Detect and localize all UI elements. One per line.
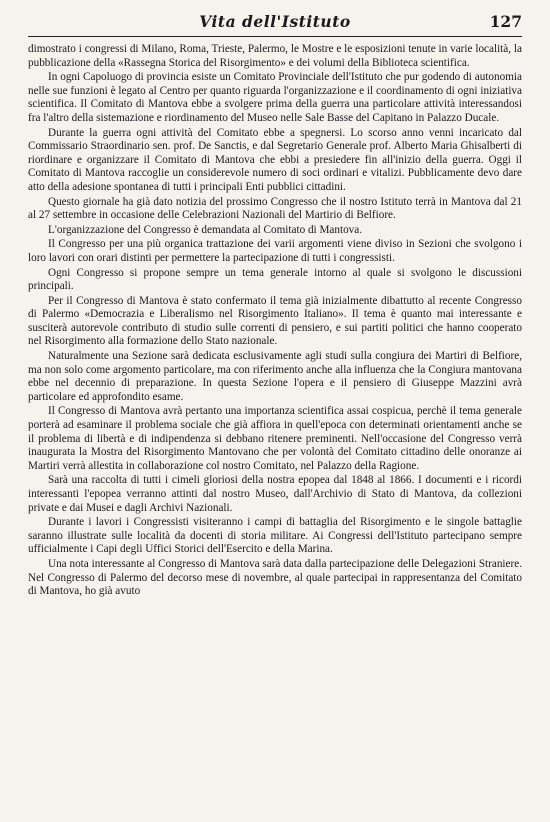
page-header xyxy=(28,10,522,37)
paragraph: Naturalmente una Sezione sarà dedicata esclusivamente agli studi sulla congiura dei Martiri di Belfiore, ma non solo come argomento particolare, ma con riferimento anche alla influenza che la Congiura mantovana ebbe nel decennio di preparazione. In questa Sezione l'opera e il pensiero di Giuseppe Mazzini avrà particolare ed approfondito esame. xyxy=(28,350,522,403)
body-text xyxy=(28,43,522,599)
paragraph: Per il Congresso di Mantova è stato confermato il tema già inizialmente dibattutto al recente Congresso di Palermo «Democrazia e Liberalismo nel Risorgimento Italiano». Il tema è quanto mai interessante e susciterà autorevole contributo di studio sulle correnti di pensiero, e sui partiti politici che hanno cooperato nel Risorgimento alla formazione dello Stato nazionale. xyxy=(28,294,522,348)
paragraph: Durante i lavori i Congressisti visiteranno i campi di battaglia del Risorgimento e le singole battaglie saranno illustrate sulle località da docenti di storia militare. Ai Congressi dell'Istituto partecipano sempre ufficialmente i Capi degli Uffici Storici dell'Esercito e della Marina. xyxy=(28,516,522,556)
paragraph: Questo giornale ha già dato notizia del prossimo Congresso che il nostro Istituto terrà in Mantova dal 21 al 27 settembre in occasione delle Celebrazioni Nazionali del Martirio di Belfiore. xyxy=(28,195,522,222)
paragraph: L'organizzazione del Congresso è demandata al Comitato di Mantova. xyxy=(48,223,363,236)
paragraph: dimostrato i congressi di Milano, Roma, Trieste, Palermo, le Mostre e le esposizioni tenute in varie località, la pubblicazione della «Rassegna Storica del Risorgimento» e dei volumi della Biblioteca scientifica. xyxy=(28,43,522,69)
paragraph: Ogni Congresso si propone sempre un tema generale intorno al quale si svolgono le discussioni principali. xyxy=(28,266,522,293)
paragraph: Durante la guerra ogni attività del Comitato ebbe a spegnersi. Lo scorso anno venni incaricato dal Commissario Straordinario sen. prof. De Sanctis, e dal Segretario Generale prof. Alberto Maria Ghisalberti di riordinare e organizzare il Comitato di Mantova che ebbi a presiedere fin all'inizio della guerra. Oggi il Comitato di Mantova raccoglie un considerevole numero di soci ordinari e vitalizi. Pubblicamente devo dare atto della adesione spontanea di tutti i principali Enti pubblici cittadini. xyxy=(28,126,522,193)
paragraph: Sarà una raccolta di tutti i cimeli gloriosi della nostra epopea dal 1848 al 1866. I documenti e i ricordi interessanti l'epopea verranno attinti dal nostro Museo, dall'Archivio di Stato di Mantova, da collezioni private e dai Musei e dagli Archivi Nazionali. xyxy=(28,474,522,514)
running-title: Vita dell'Istituto xyxy=(199,12,351,31)
paragraph: Una nota interessante al Congresso di Mantova sarà data dalla partecipazione delle Delegazioni Straniere. Nel Congresso di Palermo del decorso mese di novembre, al quale partecipai in rappresentanza del Comitato di Mantova, ho già avuto xyxy=(28,557,522,598)
paragraph: Il Congresso di Mantova avrà pertanto una importanza scientifica assai cospicua, perchè il tema generale porterà ad esaminare il problema sociale che già affiora in quell'epoca con determinati orientamenti anche se il problema di libertà e di indipendenza si debbano ritenere preminenti. Nell'occasione del Congresso verrà inaugurata la Mostra del Risorgimento Mantovano che per volontà del Comitato cittadino delle onoranze ai Martiri verrà allestita in collaborazione col nostro Comitato, nel Palazzo della Ragione. xyxy=(28,405,522,472)
paragraph: Il Congresso per una più organica trattazione dei varii argomenti viene diviso in Sezioni che svolgono i loro lavori con orari distinti per permettere la partecipazione di tutti i congressisti. xyxy=(28,238,522,264)
paragraph: In ogni Capoluogo di provincia esiste un Comitato Provinciale dell'Istituto che pur godendo di autonomia nelle sue funzioni è legato al Centro per quanto riguarda l'organizzazione e il coordinamento di ogni iniziativa scientifica. Il Comitato di Mantova ebbe a svolgere prima della guerra una particolare attività interessandosi fra l'altro della sistemazione e riordinamento del Museo nelle Sale Basse del Capitano in Palazzo Ducale. xyxy=(28,71,522,124)
page-number: 127 xyxy=(489,12,522,31)
